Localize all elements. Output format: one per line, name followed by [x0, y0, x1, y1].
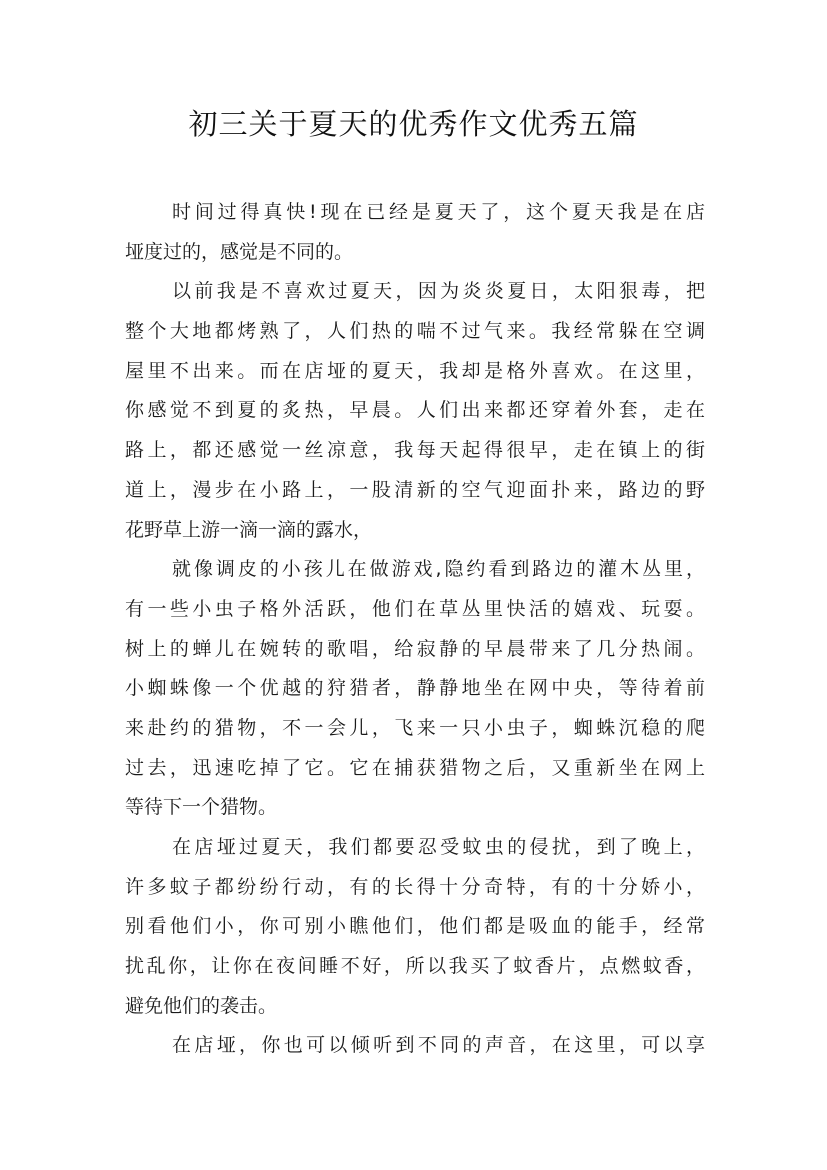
- text-line: 路上，都还感觉一丝凉意，我每天起得很早，走在镇上的街: [125, 439, 705, 462]
- text-line: 等待下一个猎物。: [125, 796, 278, 819]
- text-line: 别看他们小，你可别小瞧他们，他们都是吸血的能手，经常: [125, 915, 705, 938]
- text-line: 你感觉不到夏的炙热，早晨。人们出来都还穿着外套，走在: [125, 399, 705, 422]
- text-line: 树上的蝉儿在婉转的歌唱，给寂静的早晨带来了几分热闹。: [125, 637, 705, 660]
- text-line: 以前我是不喜欢过夏天，因为炎炎夏日，太阳狠毒，把: [172, 280, 705, 303]
- text-line: 扰乱你，让你在夜间睡不好，所以我买了蚊香片，点燃蚊香，: [125, 955, 705, 978]
- text-line: 花野草上游一滴一滴的露水，: [125, 518, 373, 541]
- document-title: 初三关于夏天的优秀作文优秀五篇: [188, 107, 639, 141]
- text-line: 就像调皮的小孩儿在做游戏,隐约看到路边的灌木丛里，: [172, 558, 705, 581]
- text-line: 在店垭过夏天，我们都要忍受蚊虫的侵扰，到了晚上，: [172, 836, 705, 858]
- text-line: 来赴约的猎物，不一会儿，飞来一只小虫子，蜘蛛沉稳的爬: [125, 716, 705, 739]
- text-line: 垭度过的，感觉是不同的。: [125, 240, 354, 263]
- text-line: 有一些小虫子格外活跃，他们在草丛里快活的嬉戏、玩耍。: [125, 597, 705, 620]
- text-line: 屋里不出来。而在店垭的夏天，我却是格外喜欢。在这里，: [125, 359, 705, 382]
- text-line: 整个大地都烤熟了，人们热的喘不过气来。我经常躲在空调: [125, 320, 705, 343]
- text-line: 在店垭，你也可以倾听到不同的声音，在这里，可以享: [172, 1034, 705, 1057]
- text-line: 许多蚊子都纷纷行动，有的长得十分奇特，有的十分娇小，: [125, 875, 705, 898]
- text-line: 时间过得真快!现在已经是夏天了，这个夏天我是在店: [172, 201, 705, 223]
- text-line: 道上，漫步在小路上，一股清新的空气迎面扑来，路边的野: [125, 478, 705, 501]
- document-body: [125, 193, 705, 1066]
- text-line: 过去，迅速吃掉了它。它在捕获猎物之后，又重新坐在网上: [125, 756, 705, 779]
- text-line: 小蜘蛛像一个优越的狩猎者，静静地坐在网中央，等待着前: [125, 677, 705, 700]
- text-line: 避免他们的袭击。: [125, 994, 278, 1017]
